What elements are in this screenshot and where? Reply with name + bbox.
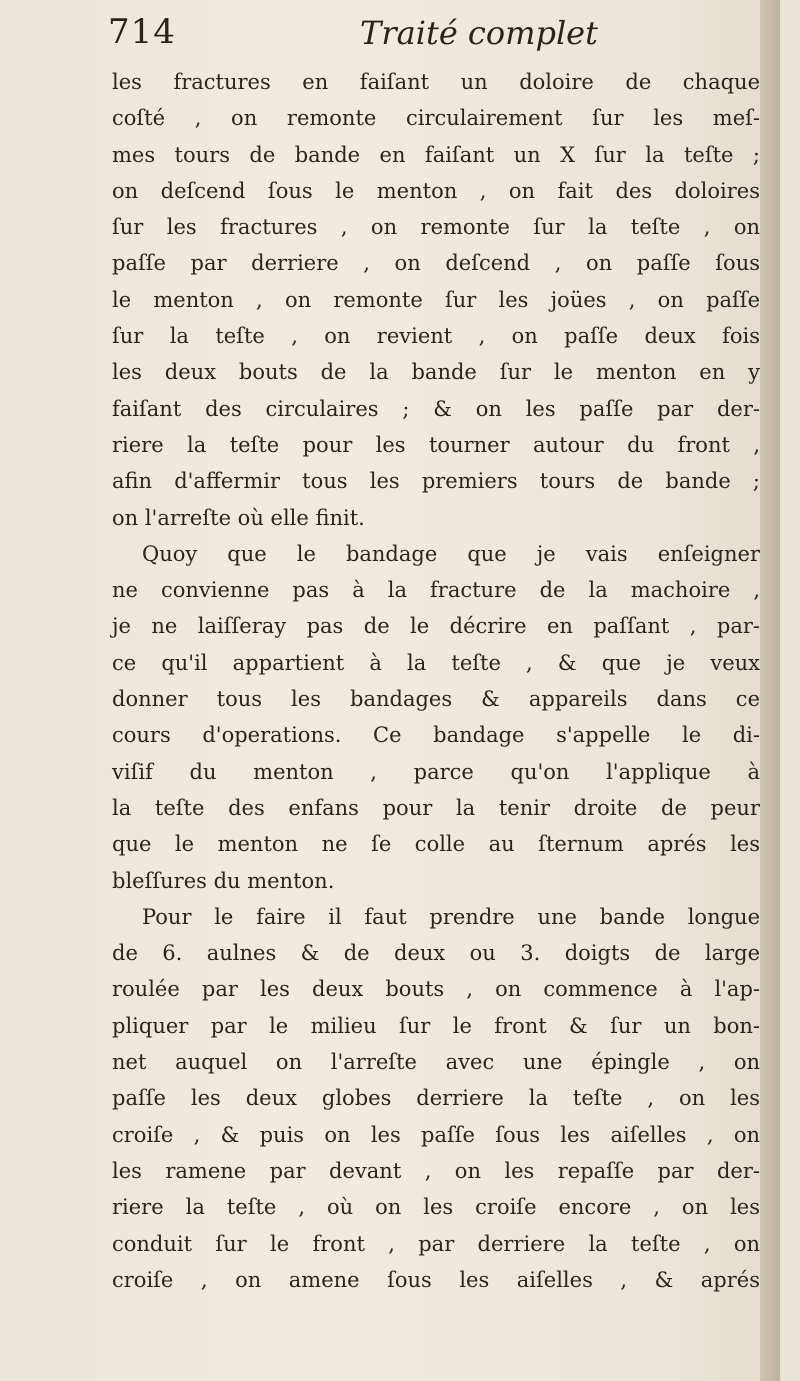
text-line: on deſcend ſous le menton , on fait des doloires xyxy=(112,178,760,203)
text-line: paſſe par derriere , on deſcend , on paſſe ſous xyxy=(112,251,760,276)
text-line: la teſte des enfans pour la tenir droite de peur xyxy=(112,795,760,820)
text-line: paſſe les deux globes derriere la teſte , on les xyxy=(112,1086,760,1111)
text-line: les deux bouts de la bande ſur le menton en y xyxy=(112,360,760,385)
text-line: riere la teſte pour les tourner autour du front , xyxy=(112,432,760,457)
text-line: Pour le faire il faut prendre une bande longue xyxy=(142,904,760,929)
text-line: mes tours de bande en faiſant un X ſur la teſte ; xyxy=(112,142,760,167)
text-line: pliquer par le milieu ſur le front & ſur un bon- xyxy=(112,1013,760,1038)
body-text xyxy=(112,64,760,1298)
text-line: ce qu'il appartient à la teſte , & que je veux xyxy=(112,650,760,675)
text-line: coſté , on remonte circulairement ſur les meſ- xyxy=(112,106,760,131)
text-line: croiſe , on amene ſous les aiſelles , & aprés xyxy=(112,1267,760,1292)
text-line: le menton , on remonte ſur les joües , on paſſe xyxy=(112,287,760,312)
text-line: ſur la teſte , on revient , on paſſe deux fois xyxy=(112,324,760,349)
page-header xyxy=(108,12,768,60)
paragraph-3 xyxy=(112,899,760,1298)
text-line: croiſe , & puis on les paſſe ſous les aiſelles , on xyxy=(112,1122,760,1147)
paragraph-1 xyxy=(112,64,760,536)
text-line: riere la teſte , où on les croiſe encore , on les xyxy=(112,1195,760,1220)
text-line: Quoy que le bandage que je vais enſeigner xyxy=(142,541,760,566)
paragraph-2 xyxy=(112,536,760,899)
running-title: Traité complet xyxy=(360,14,598,52)
text-line: ne convienne pas à la fracture de la machoire , xyxy=(112,578,760,603)
text-line: que le menton ne ſe colle au ſternum aprés les xyxy=(112,832,760,857)
text-line: je ne laiſſeray pas de le décrire en paſſant , par- xyxy=(112,614,760,639)
text-line: ſur les fractures , on remonte ſur la teſte , on xyxy=(112,215,760,240)
text-line: on l'arreſte où elle finit. xyxy=(112,505,365,530)
text-line: bleſſures du menton. xyxy=(112,868,335,893)
text-line: viſif du menton , parce qu'on l'applique à xyxy=(112,759,760,784)
text-line: cours d'operations. Ce bandage s'appelle le di- xyxy=(112,723,760,748)
text-line: les fractures en faiſant un doloire de chaque xyxy=(112,70,760,94)
text-line: conduit ſur le front , par derriere la teſte , on xyxy=(112,1231,760,1256)
text-line: afin d'affermir tous les premiers tours de bande ; xyxy=(112,469,760,494)
page-number: 714 xyxy=(108,12,176,52)
text-line: donner tous les bandages & appareils dans ce xyxy=(112,687,760,712)
text-line: faiſant des circulaires ; & on les paſſe par der- xyxy=(112,396,760,421)
text-line: net auquel on l'arreſte avec une épingle , on xyxy=(112,1050,760,1075)
text-line: roulée par les deux bouts , on commence à l'ap- xyxy=(112,977,760,1002)
page-gutter xyxy=(760,0,780,1381)
text-line: de 6. aulnes & de deux ou 3. doigts de large xyxy=(112,941,760,966)
text-line: les ramene par devant , on les repaſſe par der- xyxy=(112,1158,760,1183)
